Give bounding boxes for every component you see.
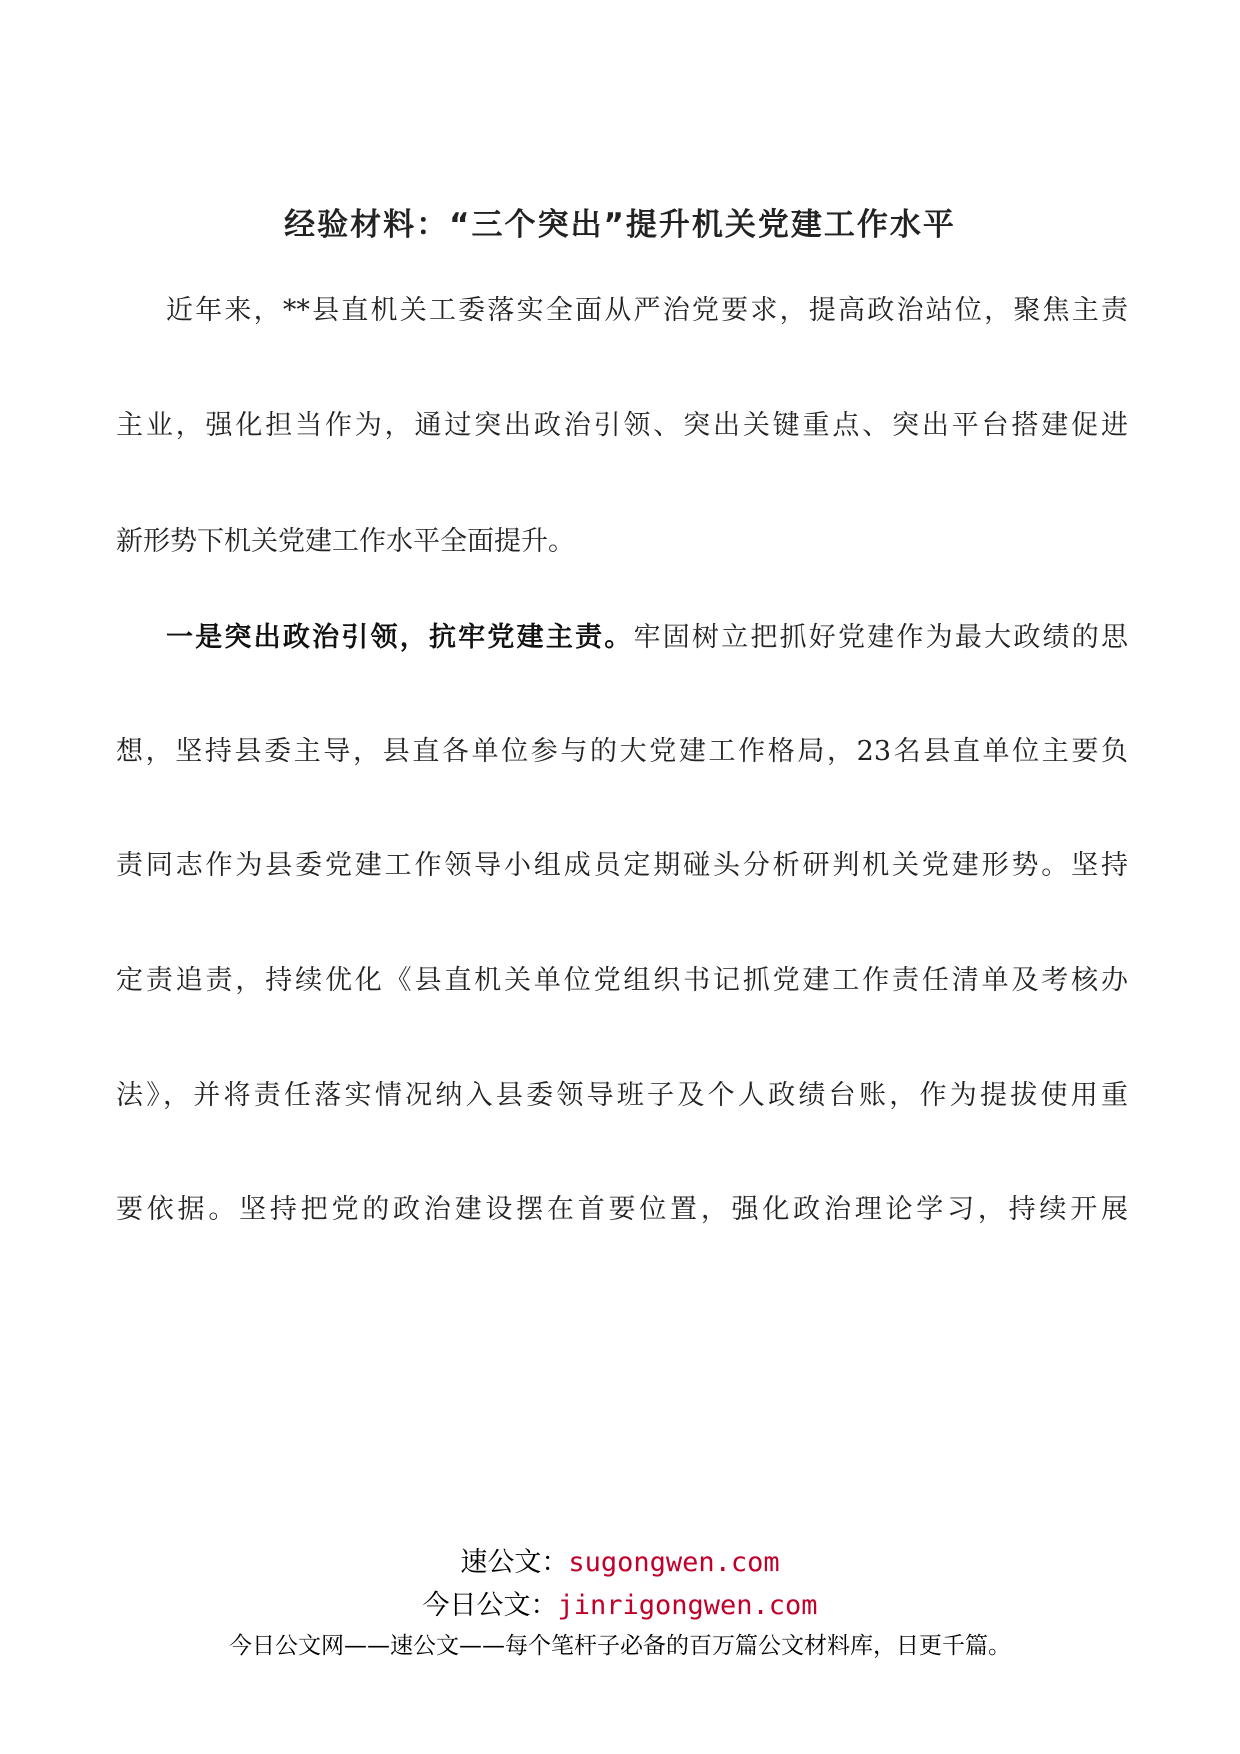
footer-slogan: 今日公文网——速公文——每个笔杆子必备的百万篇公文材料库，日更千篇。 [229, 1633, 1011, 1659]
footer-site-2-label: 今日公文： [422, 1590, 558, 1621]
footer-site-1-url[interactable]: sugongwen.com [568, 1547, 780, 1578]
paragraph-1-line-3: 新形势下机关党建工作水平全面提升。 [116, 526, 575, 557]
paragraph-2-line-6: 要依据。坚持把党的政治建设摆在首要位置，强化政治理论学习，持续开展 [116, 1194, 1128, 1225]
paragraph-2-line-1 [166, 620, 1128, 656]
paragraph-2-line-1-rest: 牢固树立把抓好党建作为最大政绩的思 [633, 622, 1128, 653]
document-title: 经验材料：“三个突出”提升机关党建工作水平 [284, 207, 956, 243]
footer-site-2-url[interactable]: jinrigongwen.com [557, 1590, 818, 1621]
paragraph-2-heading: 一是突出政治引领，抗牢党建主责。 [166, 622, 634, 653]
footer-site-1 [0, 1540, 1240, 1579]
paragraph-1-line-2: 主业，强化担当作为，通过突出政治引领、突出关键重点、突出平台搭建促进 [116, 410, 1128, 441]
paragraph-2-line-2: 想，坚持县委主导，县直各单位参与的大党建工作格局，23名县直单位主要负 [116, 736, 1128, 767]
paragraph-2-line-5: 法》，并将责任落实情况纳入县委领导班子及个人政绩台账，作为提拔使用重 [116, 1080, 1128, 1111]
footer-site-1-label: 速公文： [460, 1547, 569, 1578]
paragraph-1-line-1: 近年来，**县直机关工委落实全面从严治党要求，提高政治站位，聚焦主责 [166, 295, 1128, 326]
paragraph-2-line-4: 定责追责，持续优化《县直机关单位党组织书记抓党建工作责任清单及考核办 [116, 965, 1128, 996]
paragraph-2-line-3: 责同志作为县委党建工作领导小组成员定期碰头分析研判机关党建形势。坚持 [116, 850, 1128, 881]
footer-site-2 [0, 1583, 1240, 1622]
